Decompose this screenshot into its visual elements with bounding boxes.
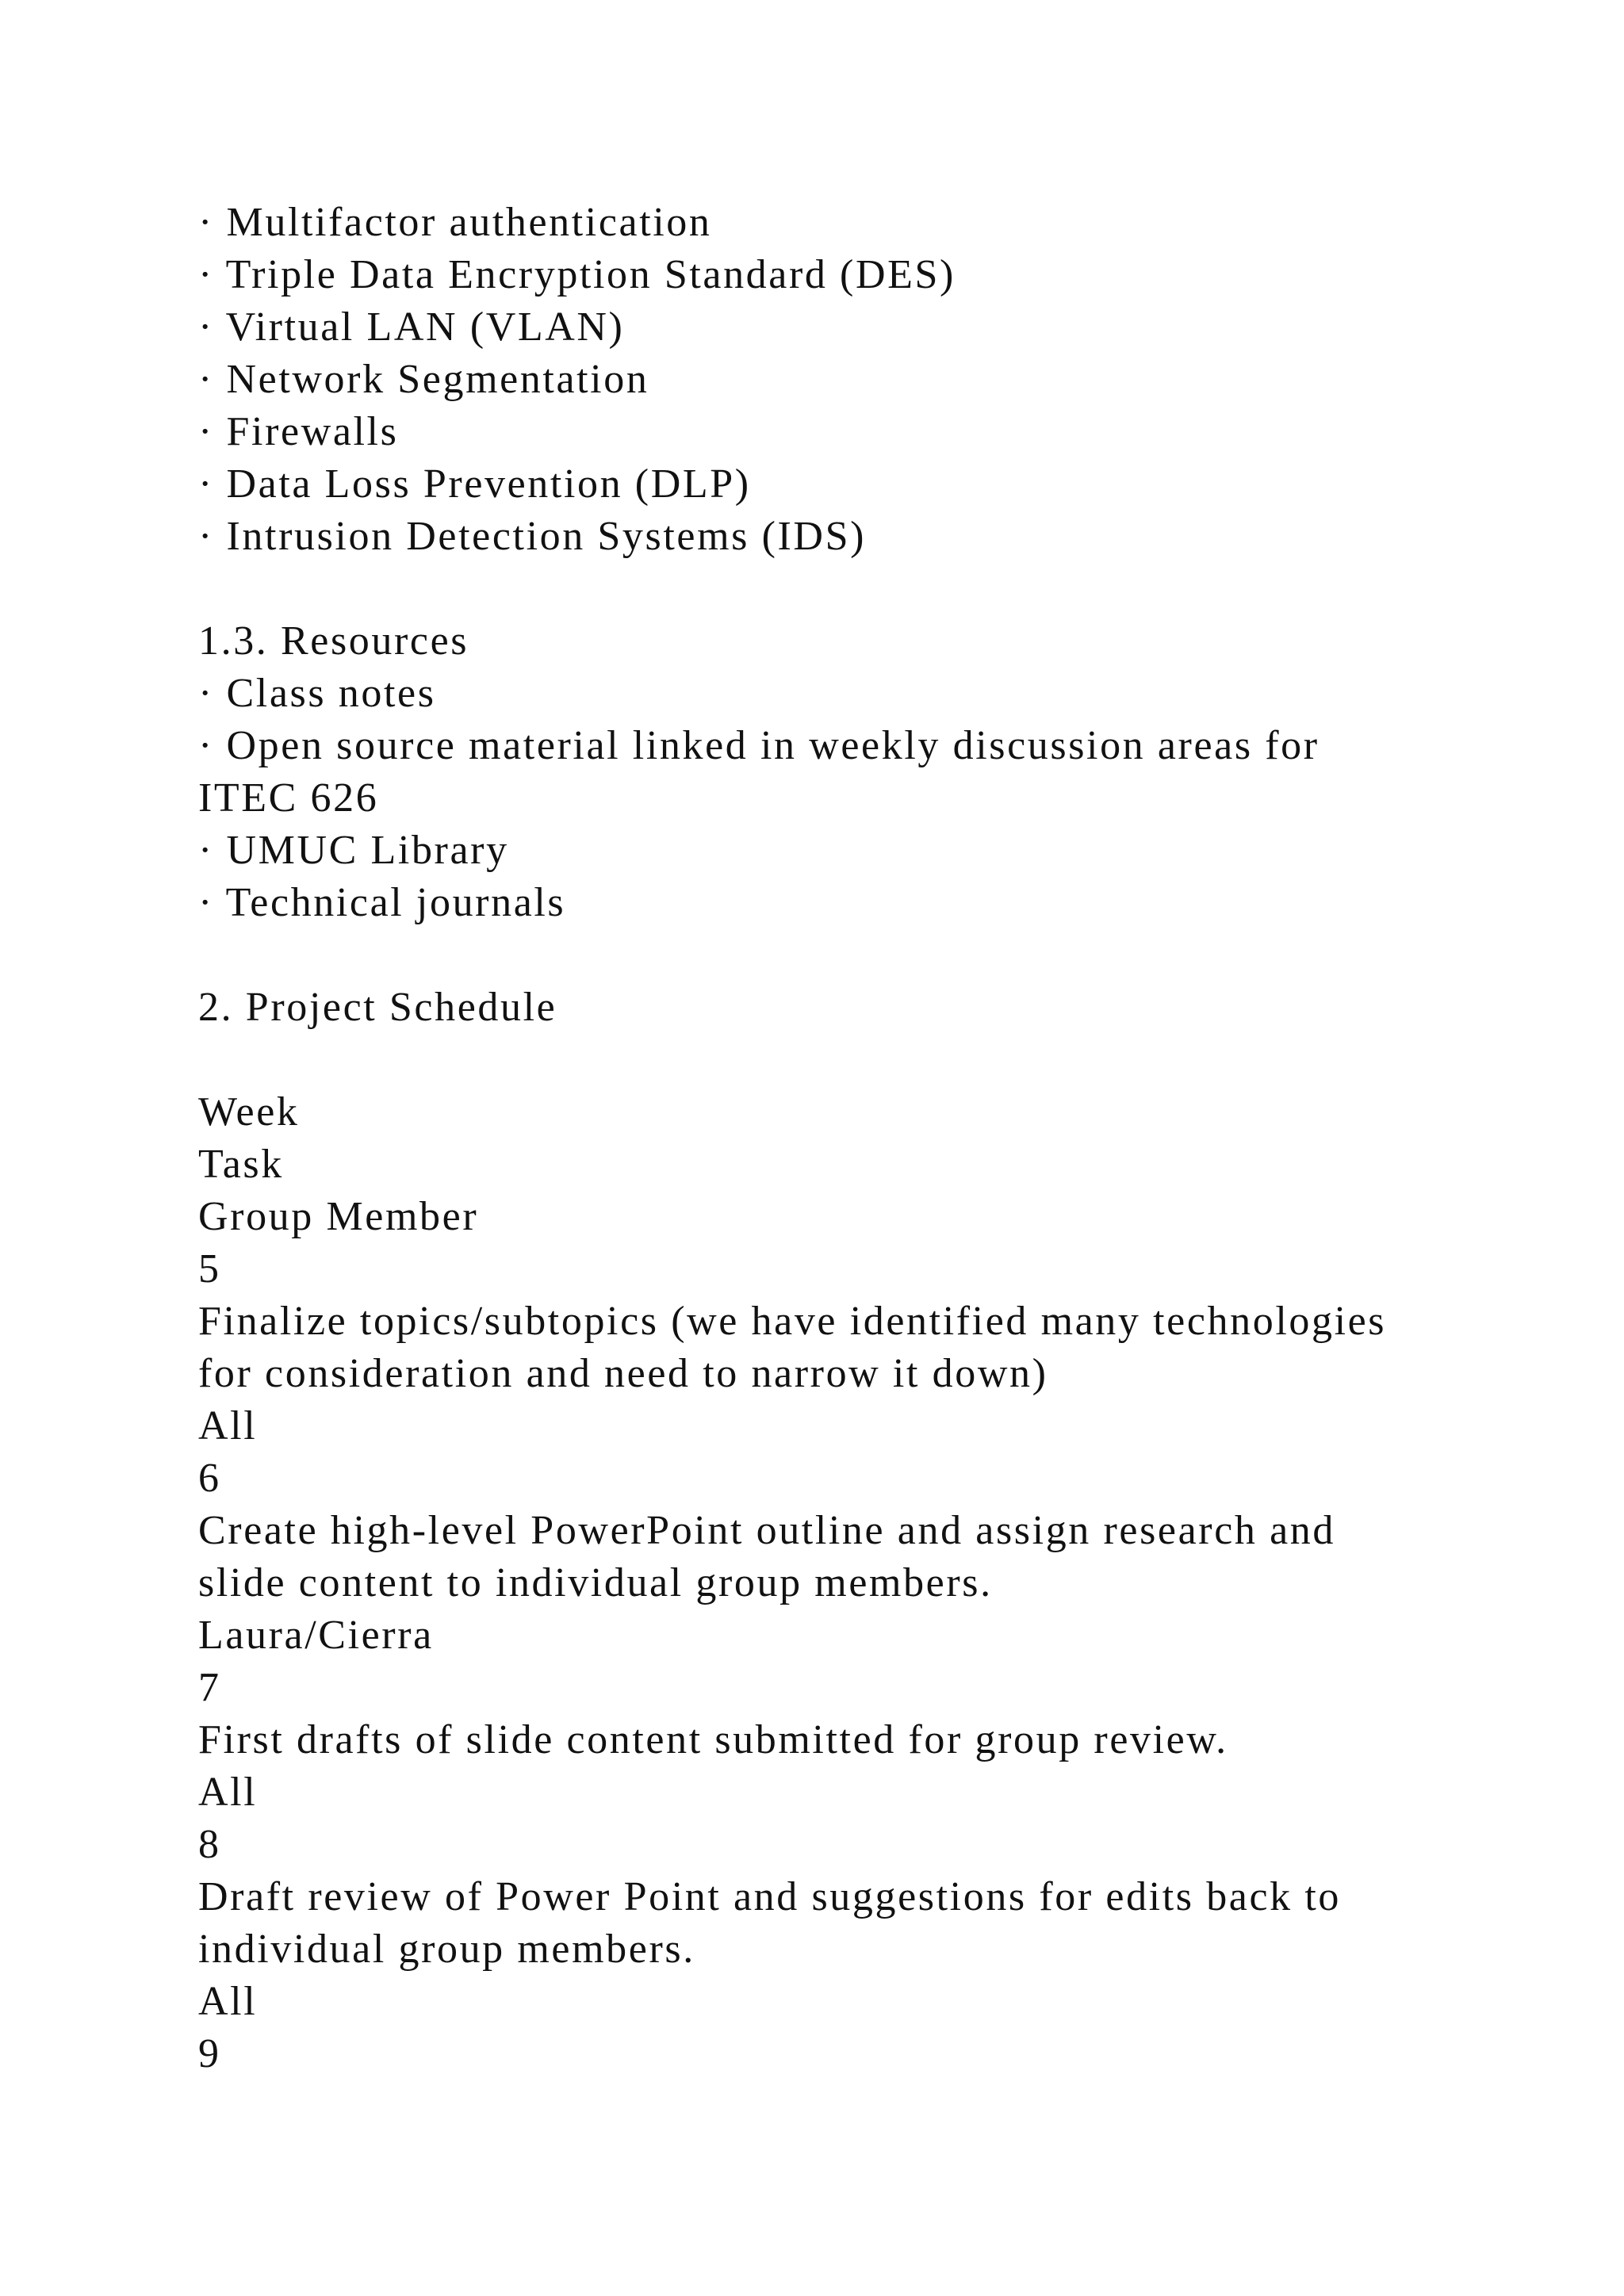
- column-header-week: Week: [198, 1089, 300, 1135]
- task-cell-line: Create high-level PowerPoint outline and assign research and: [198, 1508, 1335, 1553]
- list-item: · Intrusion Detection Systems (IDS): [198, 514, 867, 559]
- task-cell-line: slide content to individual group members.: [198, 1560, 993, 1605]
- week-cell: 9: [198, 2031, 221, 2076]
- paragraph-spacer: [198, 1034, 1507, 1086]
- week-cell: 5: [198, 1246, 221, 1292]
- member-cell: All: [198, 1770, 258, 1815]
- section-heading-resources: 1.3. Resources: [198, 618, 469, 664]
- resources-section: [198, 615, 1507, 929]
- document-body: [198, 197, 1507, 2080]
- list-item: · Triple Data Encryption Standard (DES): [198, 252, 956, 297]
- paragraph-spacer: [198, 929, 1507, 982]
- list-item: · Virtual LAN (VLAN): [198, 304, 625, 350]
- table-row: [198, 1662, 1507, 1819]
- list-item: · Data Loss Prevention (DLP): [198, 461, 751, 507]
- list-item: · Open source material linked in weekly discussion areas for: [198, 723, 1320, 768]
- list-item: · Network Segmentation: [198, 357, 649, 402]
- table-row: [198, 1243, 1507, 1452]
- task-cell-line: Draft review of Power Point and suggestions for edits back to: [198, 1874, 1342, 1919]
- list-item: · Firewalls: [198, 409, 399, 454]
- paragraph-spacer: [198, 563, 1507, 615]
- member-cell: Laura/Cierra: [198, 1613, 434, 1658]
- member-cell: All: [198, 1403, 258, 1448]
- list-item-continuation: ITEC 626: [198, 775, 379, 821]
- task-cell-line: First drafts of slide content submitted for group review.: [198, 1717, 1228, 1762]
- security-technologies-list: [198, 197, 1507, 563]
- column-header-task: Task: [198, 1142, 284, 1187]
- member-cell: All: [198, 1979, 258, 2024]
- list-item: · Multifactor authentication: [198, 200, 712, 245]
- column-header-group-member: Group Member: [198, 1194, 479, 1239]
- section-heading-schedule: 2. Project Schedule: [198, 985, 557, 1030]
- list-item: · Class notes: [198, 671, 436, 716]
- list-item: · UMUC Library: [198, 828, 509, 873]
- task-cell-line: Finalize topics/subtopics (we have identified many technologies: [198, 1299, 1387, 1344]
- table-row: [198, 1819, 1507, 2028]
- table-row: [198, 1452, 1507, 1662]
- task-cell-line: individual group members.: [198, 1927, 695, 1972]
- table-row: [198, 2028, 1507, 2080]
- week-cell: 6: [198, 1456, 221, 1501]
- schedule-table: [198, 1086, 1507, 2080]
- week-cell: 7: [198, 1665, 221, 1710]
- week-cell: 8: [198, 1822, 221, 1867]
- list-item: · Technical journals: [198, 880, 566, 925]
- task-cell-line: for consideration and need to narrow it down): [198, 1351, 1048, 1396]
